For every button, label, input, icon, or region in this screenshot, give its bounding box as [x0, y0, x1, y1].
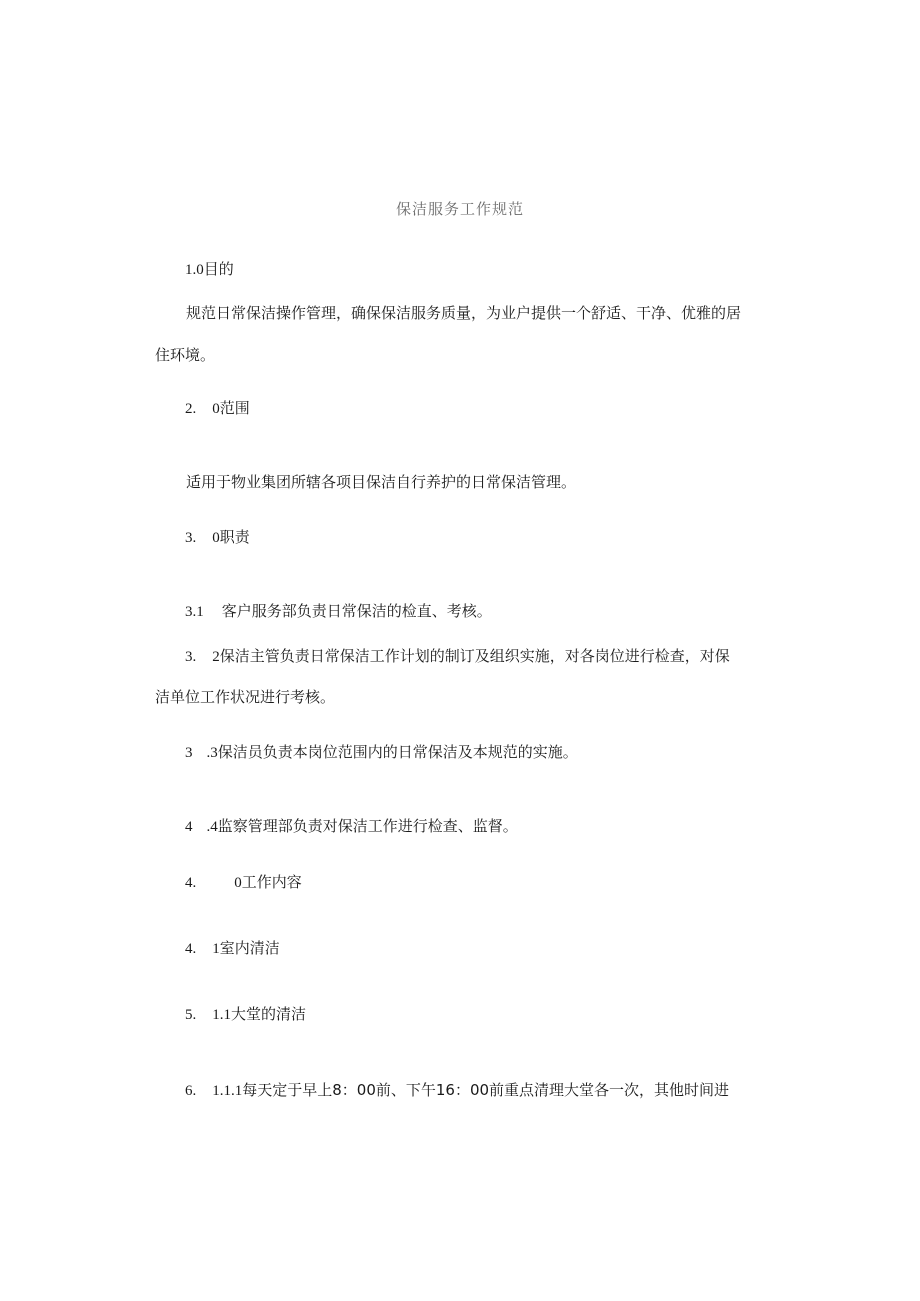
heading-duties — [185, 527, 250, 548]
section-subnumber: 0 — [212, 401, 220, 417]
duty-item-3-4 — [185, 816, 518, 837]
section-subnumber: 2 — [212, 649, 220, 665]
section-label: 范围 — [219, 399, 250, 417]
section-number: 4. — [185, 941, 197, 957]
section-number: 4 — [185, 819, 193, 835]
section-number: 3. — [185, 649, 197, 665]
item-text: 保洁员负责本岗位范围内的日常保洁及本规范的实施。 — [217, 743, 578, 761]
section-number: 2. — [185, 401, 197, 417]
section-subnumber: .4 — [206, 819, 218, 835]
section-subnumber: .3 — [206, 745, 218, 761]
item-text: 监察管理部负责对保洁工作进行检查、监督。 — [217, 817, 518, 835]
lobby-cleaning-item-1 — [185, 1080, 729, 1101]
section-subnumber: 1.1.1 — [212, 1083, 243, 1099]
section-subnumber: 0 — [212, 530, 220, 546]
duty-item-3-1 — [185, 601, 492, 622]
section-label: 大堂的清洁 — [231, 1005, 307, 1023]
heading-lobby-cleaning — [185, 1004, 306, 1025]
section-subnumber: 1 — [212, 941, 220, 957]
section-subnumber: 1.1 — [212, 1007, 231, 1023]
heading-scope — [185, 398, 250, 419]
section-number: 3. — [185, 530, 197, 546]
duty-item-3-3 — [185, 742, 578, 763]
item-text: 保洁主管负责日常保洁工作计划的制订及组织实施，对各岗位进行检查，对保 — [219, 647, 730, 665]
duty-item-3-2 — [185, 646, 730, 667]
item-text: 客户服务部负责日常保洁的检直、考核。 — [221, 602, 492, 620]
section-number: 4. — [185, 875, 197, 891]
item-text: 洁单位工作状况进行考核。 — [155, 688, 336, 706]
section-label: 职责 — [219, 528, 250, 546]
section-subnumber: 0 — [234, 875, 242, 891]
section-number: 1.0 — [185, 262, 204, 278]
section-number: 3 — [185, 745, 193, 761]
purpose-paragraph-line-1 — [186, 303, 741, 323]
section-number: 6. — [185, 1083, 197, 1099]
purpose-paragraph-line-2 — [155, 345, 215, 365]
duty-item-3-2-continued — [155, 687, 335, 707]
section-label: 工作内容 — [241, 873, 302, 891]
paragraph-text: 住环境。 — [155, 346, 216, 364]
paragraph-text: 规范日常保洁操作管理，确保保洁服务质量，为业户提供一个舒适、干净、优雅的居 — [186, 304, 742, 322]
section-label: 室内清洁 — [219, 939, 280, 957]
scope-paragraph — [186, 472, 576, 492]
section-number: 5. — [185, 1007, 197, 1023]
document-title: 保洁服务工作规范 — [395, 200, 524, 218]
section-number: 3.1 — [185, 604, 204, 620]
heading-indoor-cleaning — [185, 938, 280, 959]
item-text: 每天定于早上8：00前、下午16：00前重点清理大堂各一次，其他时间进 — [242, 1081, 730, 1099]
heading-work-content — [185, 872, 302, 893]
paragraph-text: 适用于物业集团所辖各项目保洁自行养护的日常保洁管理。 — [186, 473, 577, 491]
heading-purpose — [185, 259, 234, 280]
section-label: 目的 — [203, 260, 234, 278]
